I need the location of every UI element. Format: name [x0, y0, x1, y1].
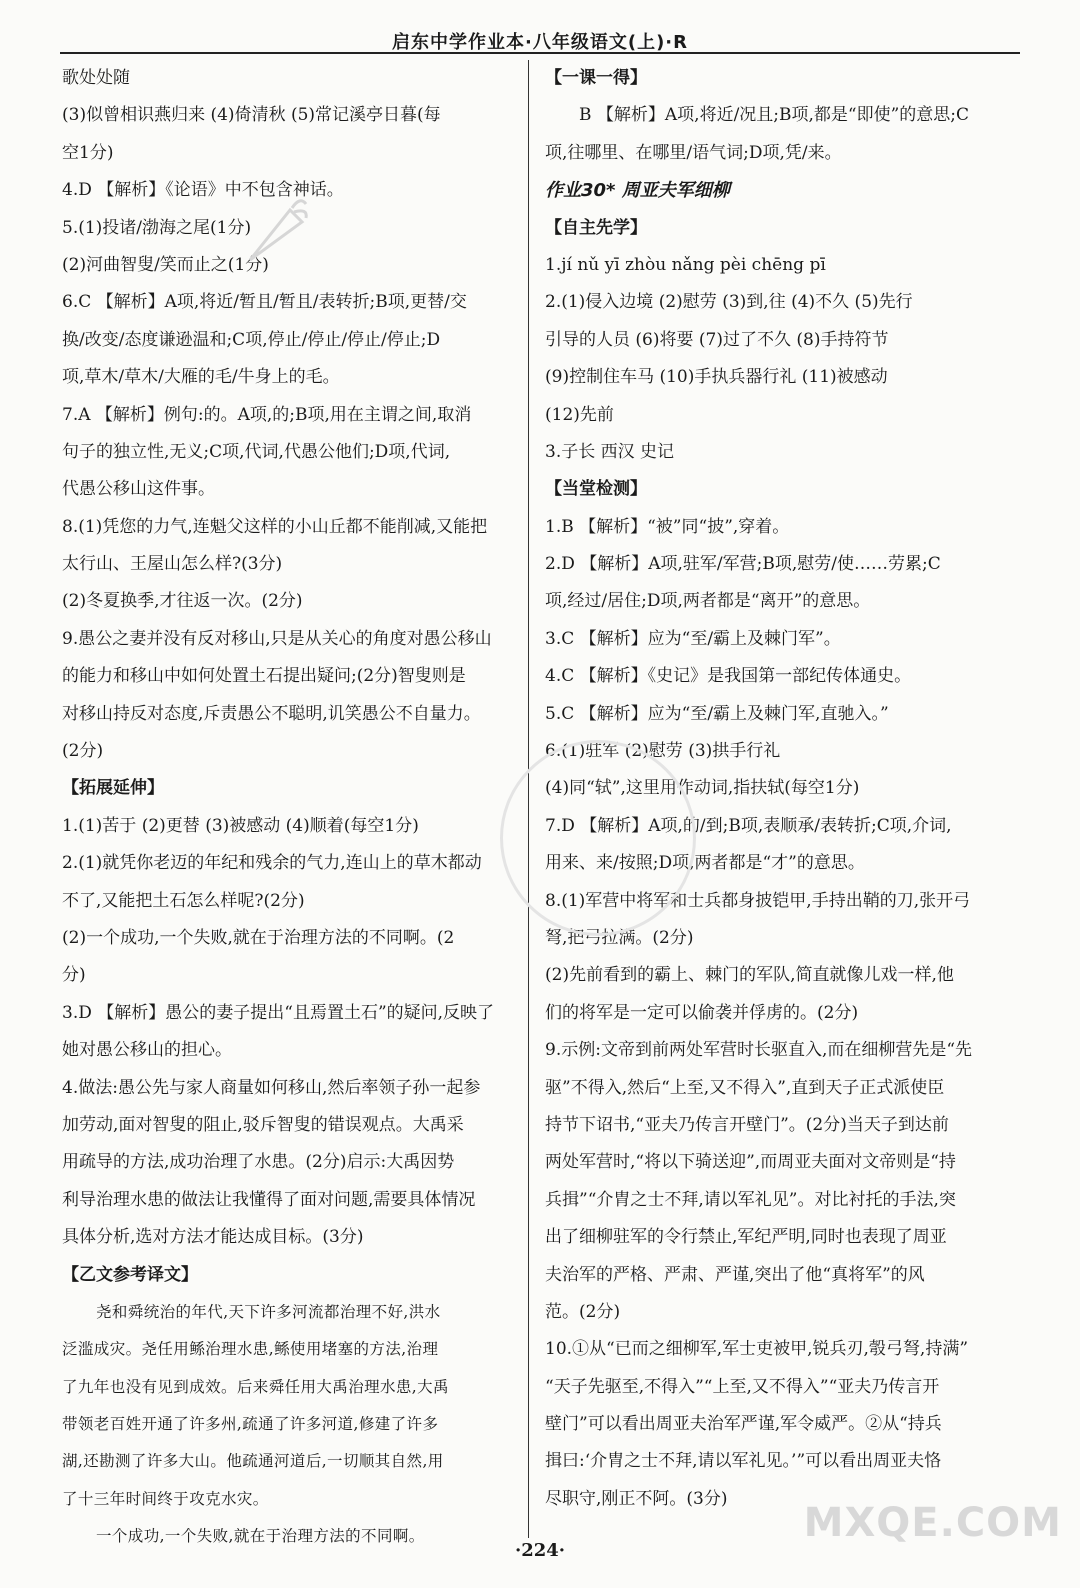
text-line: 6.(1)驻军 (2)慰劳 (3)拱手行礼: [545, 741, 781, 762]
carrot-watermark-icon: [240, 190, 310, 270]
text-line: 7.A 【解析】例句:的。A项,的;B项,用在主谓之间,取消: [62, 404, 472, 425]
text-line: 尽职守,刚正不阿。(3分): [545, 1488, 728, 1509]
text-line: 【拓展延伸】: [62, 778, 164, 799]
text-line: 2.(1)就凭你老迈的年纪和残余的气力,连山上的草木都动: [62, 853, 482, 874]
text-line: 5.C 【解析】应为“至/霸上及棘门军,直驰入。”: [545, 703, 889, 724]
text-line: (4)同“轼”,这里用作动词,指扶轼(每空1分): [545, 778, 860, 799]
text-line: 【自主先学】: [545, 217, 647, 238]
text-line: (12)先前: [545, 404, 614, 425]
text-line: 句子的独立性,无义;C项,代词,代愚公他们;D项,代词,: [62, 441, 451, 462]
text-line: 夫治军的严格、严肃、严谨,突出了他“真将军”的风: [545, 1264, 925, 1285]
text-line: 加劳动,面对智叟的阻止,驳斥智叟的错误观点。大禹采: [62, 1114, 464, 1135]
text-line: 具体分析,选对方法才能达成目标。(3分): [62, 1227, 364, 1248]
text-line: 泛滥成灾。尧任用鲧治理水患,鲧使用堵塞的方法,治理: [62, 1340, 439, 1359]
text-line: 用来、来/按照;D项,两者都是“才”的意思。: [545, 853, 865, 874]
text-line: 【当堂检测】: [545, 479, 647, 500]
text-line: 尧和舜统治的年代,天下许多河流都治理不好,洪水: [96, 1302, 441, 1321]
seal-watermark: [500, 740, 696, 936]
text-line: 兵揖”“介胄之士不拜,请以军礼见”。对比衬托的手法,突: [545, 1189, 956, 1210]
text-line: 出了细柳驻军的令行禁止,军纪严明,同时也表现了周亚: [545, 1227, 947, 1248]
text-line: (2)河曲智叟/笑而止之(1分): [62, 254, 269, 275]
text-line: 的能力和移山中如何处置土石提出疑问;(2分)智叟则是: [62, 666, 466, 687]
text-line: 2.D 【解析】A项,驻军/军营;B项,慰劳/使……劳累;C: [545, 554, 941, 575]
text-line: 4.C 【解析】《史记》是我国第一部纪传体通史。: [545, 666, 912, 687]
text-line: (2)冬夏换季,才往返一次。(2分): [62, 591, 303, 612]
left-column: [62, 60, 517, 1556]
text-line: 4.D 【解析】《论语》中不包含神话。: [62, 180, 344, 201]
text-line: 7.D 【解析】A项,的/到;B项,表顺承/表转折;C项,介词,: [545, 815, 952, 836]
text-line: “天子先驱至,不得入”“上至,又不得入”“亚夫乃传言开: [545, 1376, 940, 1397]
text-line: 3.D 【解析】愚公的妻子提出“且焉置土石”的疑问,反映了: [62, 1002, 495, 1023]
text-line: 项,经过/居住;D项,两者都是“离开”的意思。: [545, 591, 871, 612]
text-line: 1.B 【解析】“被”同“披”,穿着。: [545, 516, 790, 537]
text-line: 引导的人员 (6)将要 (7)过了不久 (8)手持符节: [545, 329, 889, 350]
text-line: 对移山持反对态度,斥责愚公不聪明,讥笑愚公不自量力。: [62, 703, 481, 724]
text-line: (9)控制住车马 (10)手执兵器行礼 (11)被感动: [545, 367, 888, 388]
text-line: (3)似曾相识燕归来 (4)倚清秋 (5)常记溪亭日暮(每: [62, 105, 441, 126]
text-line: (2)一个成功,一个失败,就在于治理方法的不同啊。(2: [62, 927, 455, 948]
text-line: 10.①从“已而之细柳军,军士吏被甲,锐兵刃,彀弓弩,持满”: [545, 1339, 969, 1360]
text-line: 用疏导的方法,成功治理了水患。(2分)启示:大禹因势: [62, 1152, 455, 1173]
page-header: [0, 0, 1080, 54]
text-line: 不了,又能把土石怎么样呢?(2分): [62, 890, 305, 911]
text-line: 湖,还勘测了许多大山。他疏通河道后,一切顺其自然,用: [62, 1452, 444, 1471]
text-line: 驱”不得入,然后“上至,又不得入”,直到天子正式派使臣: [545, 1077, 945, 1098]
text-line: 弩,把弓拉满。(2分): [545, 927, 694, 948]
text-line: 作业30* 周亚夫军细柳: [545, 180, 730, 202]
text-line: 2.(1)侵入边境 (2)慰劳 (3)到,往 (4)不久 (5)先行: [545, 292, 913, 313]
text-line: 太行山、王屋山怎么样?(3分): [62, 554, 283, 575]
text-line: 9.愚公之妻并没有反对移山,只是从关心的角度对愚公移山: [62, 628, 492, 649]
header-rule: [60, 52, 1020, 54]
text-line: 9.示例:文帝到前两处军营时长驱直入,而在细柳营先是“先: [545, 1040, 973, 1061]
text-line: 5.(1)投诸/渤海之尾(1分): [62, 217, 252, 238]
text-line: 【乙文参考译文】: [62, 1264, 198, 1285]
text-line: 8.(1)军营中将军和士兵都身披铠甲,手持出鞘的刀,张开弓: [545, 890, 971, 911]
text-line: 她对愚公移山的担心。: [62, 1040, 232, 1061]
text-line: 6.C 【解析】A项,将近/暂且/暂且/表转折;B项,更替/交: [62, 292, 467, 313]
text-line: 代愚公移山这件事。: [62, 479, 215, 500]
text-line: 项,往哪里、在哪里/语气词;D项,凭/来。: [545, 142, 842, 163]
text-line: 歌处处随: [62, 68, 130, 88]
text-line: (2)先前看到的霸上、棘门的军队,简直就像儿戏一样,他: [545, 965, 954, 986]
text-line: 范。(2分): [545, 1301, 621, 1322]
text-line: 了九年也没有见到成效。后来舜任用大禹治理水患,大禹: [62, 1377, 449, 1396]
text-line: 揖曰:‘介胄之士不拜,请以军礼见。’”可以看出周亚夫恪: [545, 1451, 942, 1472]
text-line: 壁门”可以看出周亚夫治军严谨,军令威严。②从“持兵: [545, 1414, 942, 1435]
text-line: 两处军营时,“将以下骑送迎”,而周亚夫面对文帝则是“持: [545, 1152, 956, 1173]
text-line: 3.子长 西汉 史记: [545, 441, 675, 462]
text-line: 3.C 【解析】应为“至/霸上及棘门军”。: [545, 628, 841, 649]
text-line: 项,草木/草木/大雁的毛/牛身上的毛。: [62, 367, 340, 388]
text-line: 了十三年时间终于攻克水灾。: [62, 1489, 269, 1508]
text-line: 分): [62, 965, 86, 986]
text-line: 利导治理水患的做法让我懂得了面对问题,需要具体情况: [62, 1189, 476, 1210]
text-line: 带领老百姓开通了许多州,疏通了许多河道,修建了许多: [62, 1415, 439, 1434]
text-line: 们的将军是一定可以偷袭并俘虏的。(2分): [545, 1002, 859, 1023]
text-line: B 【解析】A项,将近/况且;B项,都是“即使”的意思;C: [579, 105, 970, 126]
text-line: 8.(1)凭您的力气,连魁父这样的小山丘都不能削减,又能把: [62, 516, 488, 537]
text-line: 空1分): [62, 142, 114, 163]
text-line: (2分): [62, 741, 104, 762]
text-line: 1.(1)苦于 (2)更替 (3)被感动 (4)顺着(每空1分): [62, 815, 419, 836]
text-line: 1.jí nǔ yī zhòu nǎng pèi chēng pī: [545, 254, 826, 275]
text-line: 一个成功,一个失败,就在于治理方法的不同啊。: [96, 1527, 425, 1546]
text-line: 换/改变/态度谦逊温和;C项,停止/停止/停止/停止;D: [62, 329, 441, 350]
text-line: 持节下诏书,“亚夫乃传言开壁门”。(2分)当天子到达前: [545, 1114, 949, 1135]
header-title: 启东中学作业本·八年级语文(上)·R: [392, 32, 688, 53]
site-watermark: MXQE.COM: [803, 1500, 1062, 1546]
text-line: 【一课一得】: [545, 68, 647, 88]
text-line: 4.做法:愚公先与家人商量如何移山,然后率领子孙一起参: [62, 1077, 481, 1098]
page-number: ·224·: [514, 1540, 566, 1561]
